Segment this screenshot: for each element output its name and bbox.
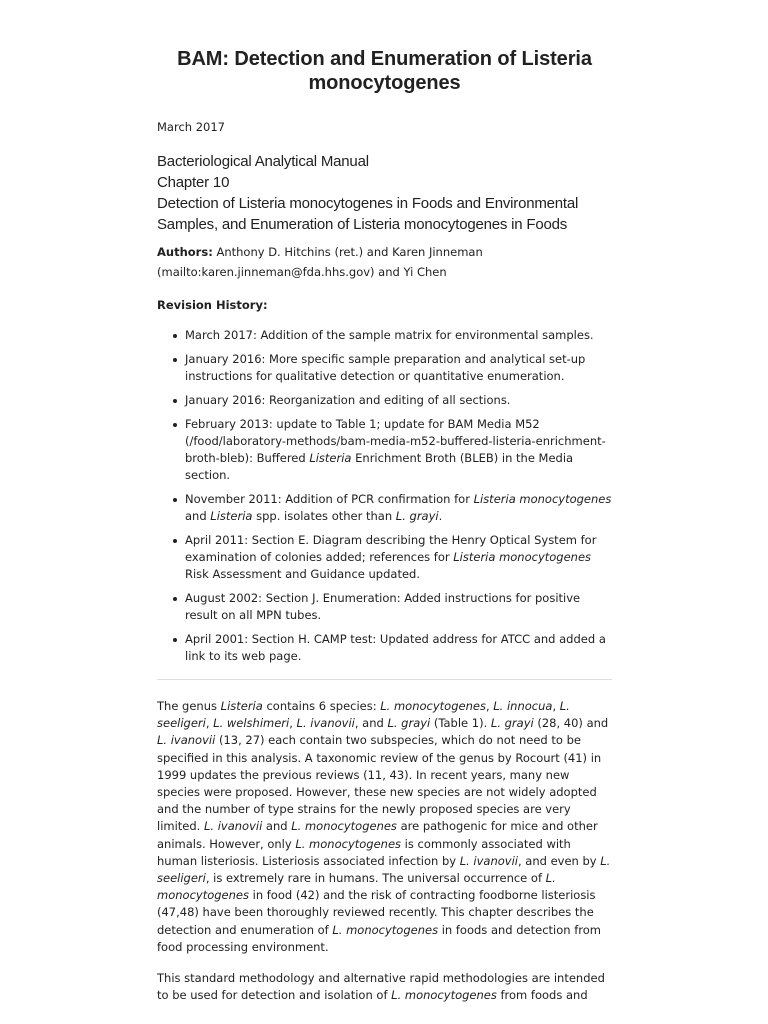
chapter-title: Detection of Listeria monocytogenes in Foods and Environmental Samples, and Enumeration of Listeria monocytogenes in Foods [157,195,579,233]
revision-text: January 2016: More specific sample preparation and analytical set-up instructions for qualitative detection or quantitative enumeration. [185,352,586,383]
revision-text: February 2013: update to Table 1; update for BAM Media M52 (/food/laboratory-methods/bam-media-m52-buffered-listeria-enrichment-broth-bleb): Buffered [185,417,606,465]
authors-text: Anthony D. Hitchins (ret.) and Karen Jinneman (mailto:karen.jinneman@fda.hhs.gov) and Yi Chen [157,245,483,279]
revision-text: August 2002: Section J. Enumeration: Added instructions for positive result on all MPN tubes. [185,591,581,622]
revision-item [157,590,612,624]
page-title: BAM: Detection and Enumeration of Listeria monocytogenes [177,48,592,94]
document-page [157,0,612,1004]
bullet-icon [173,334,177,338]
bullet-icon [173,423,177,427]
revision-item [157,532,612,583]
revision-item [157,351,612,385]
revision-text: January 2016: Reorganization and editing of all sections. [185,393,511,407]
revision-item [157,327,612,344]
revision-history-list [157,327,612,665]
publication-date: March 2017 [157,120,225,134]
revision-text-italic: L. grayi [395,509,439,523]
bullet-icon [173,638,177,642]
authors [157,243,612,282]
revision-item [157,491,612,525]
chapter-heading [157,151,612,235]
revision-text-italic: Listeria monocytogenes [473,492,612,506]
revision-text: spp. isolates other than [252,509,396,523]
bullet-icon [173,399,177,403]
revision-text: April 2011: Section E. Diagram describing the Henry Optical System for examination of colonies added; references for [185,533,597,564]
bullet-icon [173,539,177,543]
bullet-icon [173,498,177,502]
chapter-number: Chapter 10 [157,174,230,191]
intro-paragraph: The genus Listeria contains 6 species: L. monocytogenes, L. innocua, L. seeligeri, L. welshimeri, L. ivanovii, and L. grayi (Table 1). L. grayi (28, 40) and L. ivanovii (13, 27) each contain two subspecies, which do not need to be specified in this analysis. A taxonomic review of the genus by Rocourt (41) in 1999 updates the previous reviews (11, 43). In recent years, many new species were proposed. However, these new species are not widely adopted and the number of type strains for the newly proposed species are very limited. L. ivanovii and L. monocytogenes are pathogenic for mice and other animals. However, only L. monocytogenes is commonly associated with human listeriosis. Listeriosis associated infection by L. ivanovii, and even by L. seeligeri, is extremely rare in humans. The universal occurrence of L. monocytogenes in food (42) and the risk of contracting foodborne listeriosis (47,48) have been thoroughly reviewed recently. This chapter describes the detection and enumeration of L. monocytogenes in foods and detection from food processing environment. [157,699,611,954]
bullet-icon [173,358,177,362]
authors-label: Authors: [157,245,213,259]
methodology-paragraph: This standard methodology and alternative rapid methodologies are intended to be used for detection and isolation of L. monocytogenes from foods and [157,971,605,1003]
revision-item [157,416,612,484]
revision-item [157,631,612,665]
revision-text: November 2011: Addition of PCR confirmation for [185,492,474,506]
revision-text: Risk Assessment and Guidance updated. [185,567,420,581]
revision-text: March 2017: Addition of the sample matrix for environmental samples. [185,328,594,342]
revision-text: April 2001: Section H. CAMP test: Updated address for ATCC and added a link to its web page. [185,632,606,663]
revision-text: and [185,509,211,523]
manual-name: Bacteriological Analytical Manual [157,153,369,170]
revision-text: . [438,509,443,523]
revision-text: Enrichment Broth (BLEB) in the Media section. [185,451,574,482]
section-divider [157,679,612,680]
revision-text-italic: Listeria [210,509,253,523]
revision-history-label: Revision History: [157,298,268,312]
revision-text-italic: Listeria monocytogenes [453,550,592,564]
bullet-icon [173,597,177,601]
revision-text-italic: Listeria [309,451,352,465]
revision-item [157,392,612,409]
